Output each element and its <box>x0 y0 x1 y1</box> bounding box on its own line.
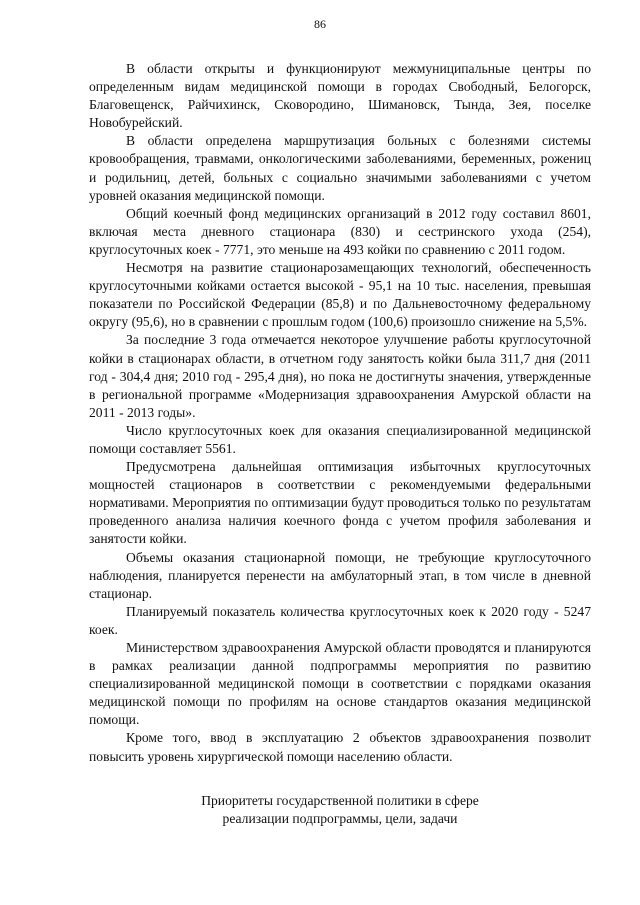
paragraph-centers: В области открыты и функционируют межмуниципальные центры по определенным видам медицинской помощи в городах Свободный, Белогорск, Благовещенск, Райчихинск, Сковородино, Шимановск, Тында, Зея, поселке Новобурейский. <box>89 61 591 131</box>
paragraph-bed-occupancy: За последние 3 года отмечается некоторое улучшение работы круглосуточной койки в стационарах области, в отчетном году занятость койки была 311,7 дня (2011 год - 304,4 дня; 2010 год - 295,4 дня), но пока не достигнуты значения, утвержденные в региональной программе «Модернизация здравоохранения Амурской области на 2011 - 2013 годы». <box>89 332 591 420</box>
paragraph-specialized-beds: Число круглосуточных коек для оказания специализированной медицинской помощи составляет 5561. <box>89 422 591 456</box>
paragraph-planned-beds: Планируемый показатель количества круглосуточных коек к 2020 году - 5247 коек. <box>89 603 591 637</box>
paragraph-optimization: Предусмотрена дальнейшая оптимизация избыточных круглосуточных мощностей стационаров в соответствии с рекомендуемыми федеральными нормативами. Мероприятия по оптимизации будут проводиться только по результатам проведенного анализа наличия коечного фонда с учетом профиля заболевания и занятости койки. <box>89 459 591 547</box>
paragraph-new-facilities: Кроме того, ввод в эксплуатацию 2 объектов здравоохранения позволит повысить уровень хирургической помощи населению области. <box>89 730 591 764</box>
body-text <box>89 60 591 766</box>
section-heading-line-2: реализации подпрограммы, цели, задачи <box>222 811 458 827</box>
section-heading <box>89 792 591 828</box>
paragraph-ministry-activities: Министерством здравоохранения Амурской области проводятся и планируются в рамках реализации данной подпрограммы мероприятия по развитию специализированной медицинской помощи в соответствии с порядками оказания медицинской помощи по профилям на основе стандартов оказания медицинской помощи. <box>89 640 591 728</box>
paragraph-outpatient-transfer: Объемы оказания стационарной помощи, не требующие круглосуточного наблюдения, планируется перенести на амбулаторный этап, в том числе в дневной стационар. <box>89 549 591 601</box>
paragraph-bed-fund: Общий коечный фонд медицинских организаций в 2012 году составил 8601, включая места дневного стационара (830) и сестринского ухода (254), круглосуточных коек - 7771, это меньше на 493 койки по сравнению с 2011 годом. <box>89 205 591 257</box>
paragraph-bed-provision: Несмотря на развитие стационарозамещающих технологий, обеспеченность круглосуточными койками остается высокой - 95,1 на 10 тыс. населения, превышая показатели по Российской Федерации (85,8) и по Дальневосточному федеральному округу (95,6), но в сравнении с прошлым годом (100,6) произошло снижение на 5,5%. <box>89 260 591 330</box>
page-number: 86 <box>314 17 326 31</box>
paragraph-routing: В области определена маршрутизация больных с болезнями системы кровообращения, травмами, онкологическими заболеваниями, беременных, рожениц и родильниц, детей, больных с социально значимыми заболеваниями с учетом уровней оказания медицинской помощи. <box>89 133 591 203</box>
section-heading-line-1: Приоритеты государственной политики в сфере <box>201 793 479 808</box>
